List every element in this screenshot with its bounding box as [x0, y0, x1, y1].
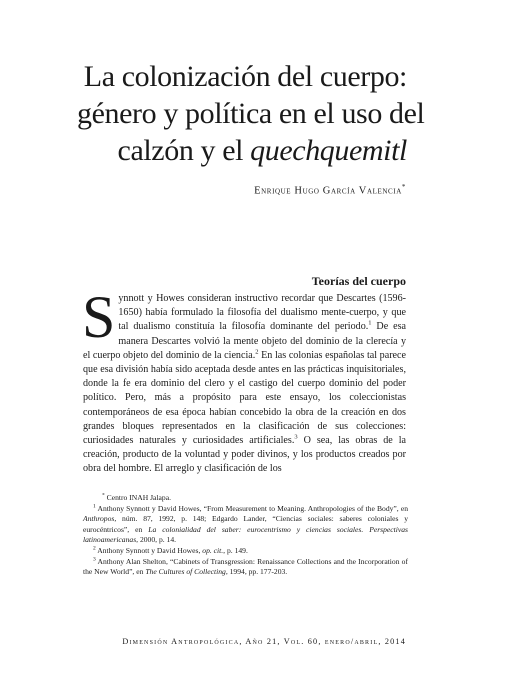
footnote-affiliation-marker: *: [102, 492, 105, 499]
footnote-1-italic-b: La colonialidad del saber: eurocentrismo y ciencias sociales. Perspectivas latinoamericanas: [83, 524, 409, 545]
title-line-3-italic: quechquemitl: [250, 134, 407, 167]
footnote-ref-1: 1: [368, 320, 372, 328]
author-footnote-marker: *: [401, 183, 406, 191]
footnote-3-number: 3: [93, 556, 96, 563]
body-segment-2: De esa manera Descartes volvió la mente objeto del dominio de la clerecía y el cuerpo objeto del dominio de la ciencia.: [83, 321, 406, 361]
body-segment-3: En las colonias españolas tal parece que esa división había sido aceptada desde antes en las prácticas inquisitoriales, donde la fe era dominio del clero y el castigo del cuerpo dominio del poder político. Pero, más a propósito para este ensayo, los coleccionistas contemporáneos de esa época habían concebido la obra de la creación en dos grandes bloques representados en la clasificación de sus colecciones: curiosidades naturales y curiosidades artificiales.: [83, 349, 406, 447]
footnote-affiliation: [83, 493, 408, 504]
body-paragraph: [82, 284, 406, 477]
footnote-3-text-b: , 1994, pp. 177-203.: [225, 567, 288, 577]
footnote-1: [83, 504, 408, 546]
body-segment-4: O sea, las obras de la creación, producto de la voluntad y poder divinos, y los productos creados por obra del hombre. El arreglo y clasificación de los: [83, 435, 406, 475]
footnote-2-text-b: , p. 149.: [223, 545, 248, 555]
footnote-3-italic: The Cultures of Collecting: [145, 567, 226, 577]
footnote-2-text-a: Anthony Synnott y David Howes,: [95, 545, 203, 555]
running-footer: Dimensión Antropológica, Año 21, Vol. 60, enero/abril, 2014: [122, 637, 406, 646]
footnote-1-italic-a: Anthropos: [83, 514, 115, 524]
body-segment-1: ynnott y Howes consideran instructivo recordar que Descartes (1596-1650) había formulado la filosofía del dualismo mente-cuerpo, y que tal dualismo constituía la filosofía dominante del periodo.: [118, 293, 406, 333]
footnote-1-text-b: , núm. 87, 1992, p. 148; Edgardo Lander, “Ciencias sociales: saberes coloniales y eurocéntricos”, en: [83, 514, 408, 534]
footnotes: [83, 493, 408, 578]
footnote-3-text-a: Anthony Alan Shelton, “Cabinets of Transgression: Renaissance Collections and the Incorporation of the New World”, en: [83, 556, 408, 577]
footnote-2-number: 2: [93, 545, 96, 552]
title-line-3-plain: calzón y el: [117, 134, 251, 167]
section-title: Teorías del cuerpo: [311, 274, 406, 288]
footnote-1-text-a: Anthony Synnott y David Howes, “From Measurement to Meaning. Anthropologies of the Body”, en: [95, 503, 408, 513]
footnote-3: [83, 557, 408, 578]
title-line-2: género y política en el uso del: [77, 97, 425, 130]
title-line-3: [77, 132, 407, 169]
footnote-affiliation-text: Centro INAH Jalapa.: [104, 493, 171, 502]
footnote-2-italic: op. cit.: [202, 545, 224, 555]
author-name-text: Enrique Hugo García Valencia: [254, 185, 402, 197]
footnote-ref-2: 2: [255, 348, 259, 356]
article-title: [77, 58, 425, 169]
footnote-ref-3: 3: [294, 433, 298, 441]
body-text: [82, 284, 406, 477]
title-line-1: La colonización del cuerpo:: [83, 60, 407, 93]
footnote-1-number: 1: [93, 503, 96, 510]
author-name: [106, 183, 406, 197]
footnote-2: [83, 546, 408, 557]
drop-cap: S: [82, 284, 116, 350]
footnote-1-text-c: , 2000, p. 14.: [136, 535, 177, 545]
